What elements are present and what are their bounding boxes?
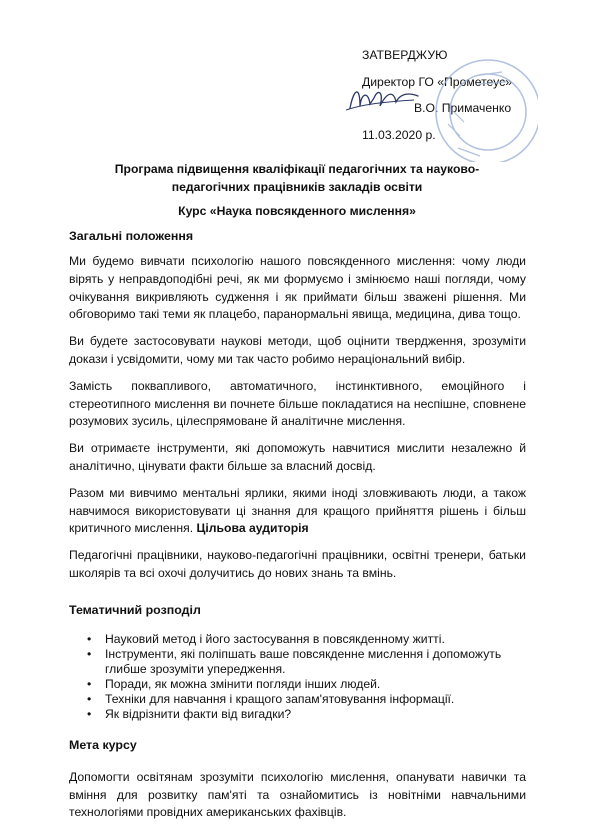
bullet-icon: • xyxy=(87,676,92,691)
document-body xyxy=(69,228,526,822)
seal-stamp-icon xyxy=(418,52,538,162)
approval-date: 11.03.2020 р. xyxy=(362,127,436,142)
general-paragraph-3: Замість поквапливого, автоматичного, інстинктивного, емоційного і стереотипного мислення ви почнете більше покладатися на неспішне, сповнене розумових зусиль, цілеспрямоване й аналітичне мислення. xyxy=(69,378,526,429)
approve-label: ЗАТВЕРДЖУЮ xyxy=(362,48,448,62)
audience-heading: Цільова аудиторія xyxy=(196,521,309,536)
general-paragraph-4: Ви отримаєте інструменти, які допоможуть навчитися мислити незалежно й аналітично, цінувати факти більше за власний досвід. xyxy=(69,441,526,473)
list-item: • Інструменти, які поліпшать ваше повсякденне мислення і допоможуть глибше зрозуміти упередження. xyxy=(87,646,502,676)
signatory-name: В.О. Примаченко xyxy=(414,101,512,115)
bullet-icon: • xyxy=(87,706,92,721)
general-paragraph-5: Разом ми вивчимо ментальні ярлики, якими іноді зловживають люди, а також навчимося використовувати ці знання для кращого прийняття рішень і більш критичного мислення. Цільова аудиторія xyxy=(69,485,526,536)
general-heading: Загальні положення xyxy=(69,229,194,243)
bullet-icon: • xyxy=(87,631,92,646)
goal-heading: Мета курсу xyxy=(69,737,137,752)
signature-icon xyxy=(344,80,424,120)
list-item: • Техніки для навчання і кращого запам'ятовування інформації. xyxy=(87,691,455,706)
list-item: • Науковий метод і його застосування в повсякденному житті. xyxy=(87,631,445,646)
director-position: Директор ГО «Прометеус» xyxy=(362,74,513,89)
general-paragraph-2: Ви будете застосовувати наукові методи, щоб оцінити твердження, зрозуміти докази і усвідомити, чому ми так часто робимо нераціональний вибір. xyxy=(69,334,526,366)
list-item: • Як відрізнити факти від вигадки? xyxy=(87,706,292,721)
bullet-icon: • xyxy=(87,691,92,706)
audience-text: Педагогічні працівники, науково-педагогічні працівники, освітні тренери, батьки школярів та всі охочі долучитись до нових знань та вмінь. xyxy=(69,548,526,580)
list-item: • Поради, як можна змінити погляди інших людей. xyxy=(87,676,381,691)
topics-list xyxy=(69,632,526,722)
bullet-icon: • xyxy=(87,646,92,661)
topics-heading: Тематичний розподіл xyxy=(69,602,201,617)
course-title: Курс «Наука повсякденного мислення» xyxy=(178,204,416,218)
program-title: Програма підвищення кваліфікації педагогічних та науково-педагогічних працівників закладів освіти xyxy=(114,162,480,194)
goal-text: Допомогти освітянам зрозуміти психологію мислення, опанувати навички та вміння для розвитку пам'яті та ознайомитись із новітніми навчальними технологіями провідних американських фахівців. xyxy=(69,769,526,820)
general-paragraph-1: Ми будемо вивчати психологію нашого повсякденного мислення: чому люди вірять у неправдоподібні речі, як ми формуємо і змінюємо наші погляди, чому очікування викривляють судження і як приймати більш зважені рішення. Ми обговоримо такі теми як плацебо, паранормальні явища, медицина, дива тощо. xyxy=(69,254,526,322)
